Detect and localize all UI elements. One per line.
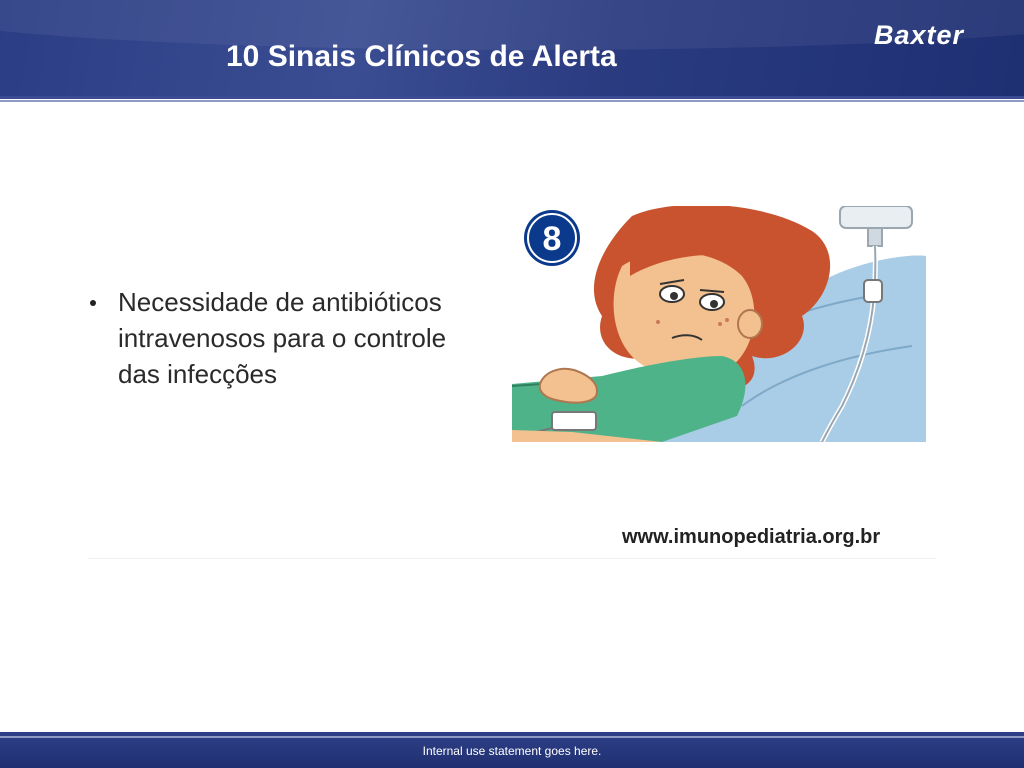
hand [540,369,597,403]
slide-content [88,204,936,559]
cannula [552,412,596,430]
header-divider [0,96,1024,99]
bullet-icon [90,300,96,306]
iv-bag [840,206,912,228]
footer-divider [0,736,1024,738]
sick-child-illustration [512,206,926,442]
slide-header [0,0,1024,96]
number-badge: 8 [542,220,562,258]
baxter-logo: Baxter [874,20,965,50]
slide-title: 10 Sinais Clínicos de Alerta [226,40,617,73]
footer-statement: Internal use statement goes here. [422,744,602,758]
bullet-text: Necessidade de antibióticos intravenosos para o controle das infecções [118,287,447,389]
bullet-item [88,284,488,392]
header-divider-light [0,100,1024,102]
website-credit: www.imunopediatria.org.br [622,526,881,548]
